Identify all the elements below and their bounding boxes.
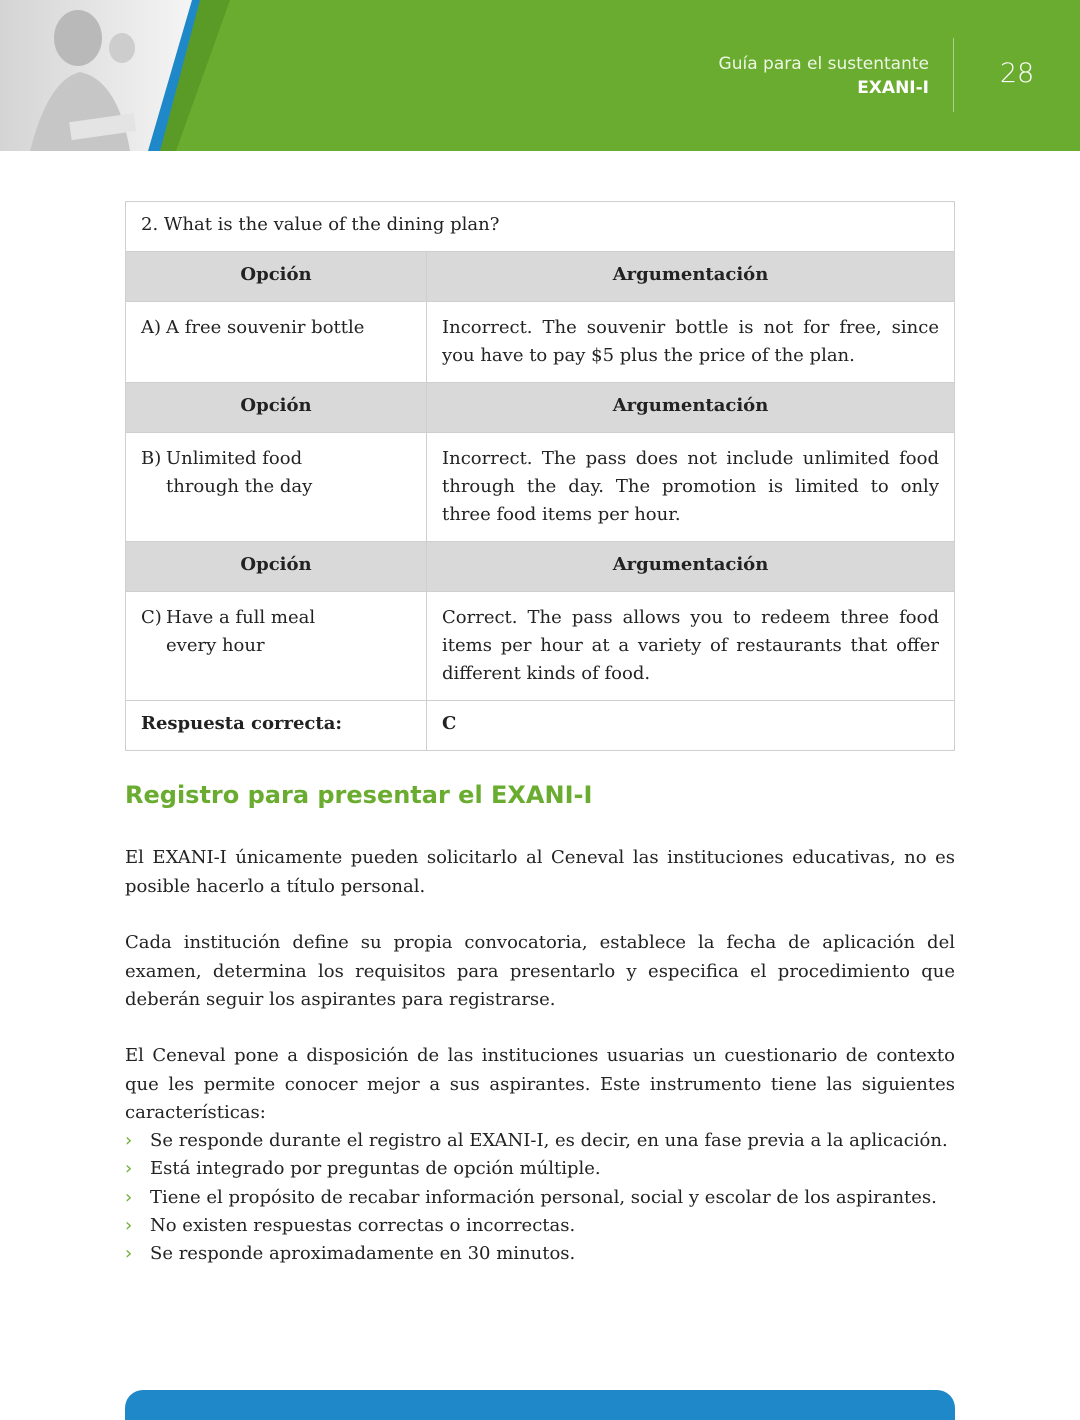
argument-header: Argumentación xyxy=(427,542,955,592)
question-row xyxy=(126,202,955,252)
option-c xyxy=(141,604,411,660)
answer-label: Respuesta correcta: xyxy=(126,701,427,751)
footer-bar xyxy=(125,1390,955,1420)
answer-table xyxy=(125,201,955,751)
chevron-right-icon: › xyxy=(125,1130,133,1151)
table-row xyxy=(126,592,955,701)
table-row xyxy=(126,433,955,542)
option-a xyxy=(141,314,411,342)
argument-cell: Incorrect. The souvenir bottle is not for free, since you have to pay $5 plus the price of the plan. xyxy=(427,302,955,383)
exam-name: EXANI-I xyxy=(857,78,929,98)
list-item xyxy=(125,1212,955,1240)
chevron-right-icon: › xyxy=(125,1158,133,1180)
argument-header: Argumentación xyxy=(427,252,955,302)
list-item-text: Se responde durante el registro al EXANI-I, es decir, en una fase previa a la aplicación. xyxy=(150,1130,948,1151)
option-header: Opción xyxy=(126,383,427,433)
option-letter: A) xyxy=(141,317,162,338)
list-item xyxy=(125,1155,955,1183)
chevron-right-icon: › xyxy=(125,1186,133,1208)
question-text: 2. What is the value of the dining plan? xyxy=(126,202,955,252)
option-cell xyxy=(126,433,427,542)
answer-value: C xyxy=(427,701,955,751)
list-item xyxy=(125,1127,955,1155)
table-header-row xyxy=(126,542,955,592)
list-item-text: Está integrado por preguntas de opción múltiple. xyxy=(150,1158,601,1180)
students-photo xyxy=(0,0,230,151)
page-header xyxy=(0,0,1080,151)
guide-title: Guía para el sustentante xyxy=(718,54,929,74)
page-number: 28 xyxy=(999,58,1035,89)
header-text xyxy=(719,52,929,100)
list-item-text: Se responde aproximadamente en 30 minutos. xyxy=(150,1243,576,1265)
option-header: Opción xyxy=(126,252,427,302)
paragraph-1: El EXANI-I únicamente pueden solicitarlo al Ceneval las instituciones educativas, no es posible hacerlo a título personal. xyxy=(125,847,955,897)
option-text: Unlimited food through the day xyxy=(166,448,313,497)
chevron-right-icon: › xyxy=(125,1214,133,1236)
list-item xyxy=(125,1184,955,1212)
option-text: Have a full meal every hour xyxy=(166,607,316,656)
section-title: Registro para presentar el EXANI-I xyxy=(125,781,593,809)
table-header-row xyxy=(126,252,955,302)
table-row xyxy=(126,302,955,383)
option-cell xyxy=(126,592,427,701)
table-header-row xyxy=(126,383,955,433)
argument-cell: Correct. The pass allows you to redeem three food items per hour at a variety of restaurants that offer different kinds of food. xyxy=(427,592,955,701)
option-letter: B) xyxy=(141,448,162,469)
list-item-text: Tiene el propósito de recabar información personal, social y escolar de los aspirantes. xyxy=(150,1186,937,1208)
option-cell xyxy=(126,302,427,383)
option-b xyxy=(141,445,411,501)
argument-cell: Incorrect. The pass does not include unlimited food through the day. The promotion is limited to only three food items per hour. xyxy=(427,433,955,542)
paragraph-2: Cada institución define su propia convocatoria, establece la fecha de aplicación del examen, determina los requisitos para presentarlo y especifica el procedimiento que deberán seguir los aspirantes para registrarse. xyxy=(125,932,955,1010)
list-item xyxy=(125,1240,955,1268)
argument-header: Argumentación xyxy=(427,383,955,433)
option-text: A free souvenir bottle xyxy=(166,317,365,338)
answer-row xyxy=(126,701,955,751)
list-item-text: No existen respuestas correctas o incorrectas. xyxy=(150,1214,576,1236)
option-letter: C) xyxy=(141,607,162,628)
header-divider xyxy=(953,38,954,112)
chevron-right-icon: › xyxy=(125,1243,133,1265)
option-header: Opción xyxy=(126,542,427,592)
paragraph-3: El Ceneval pone a disposición de las instituciones usuarias un cuestionario de contexto que les permite conocer mejor a sus aspirantes. Este instrumento tiene las siguientes características: xyxy=(125,1045,955,1123)
characteristics-list xyxy=(125,1127,955,1268)
